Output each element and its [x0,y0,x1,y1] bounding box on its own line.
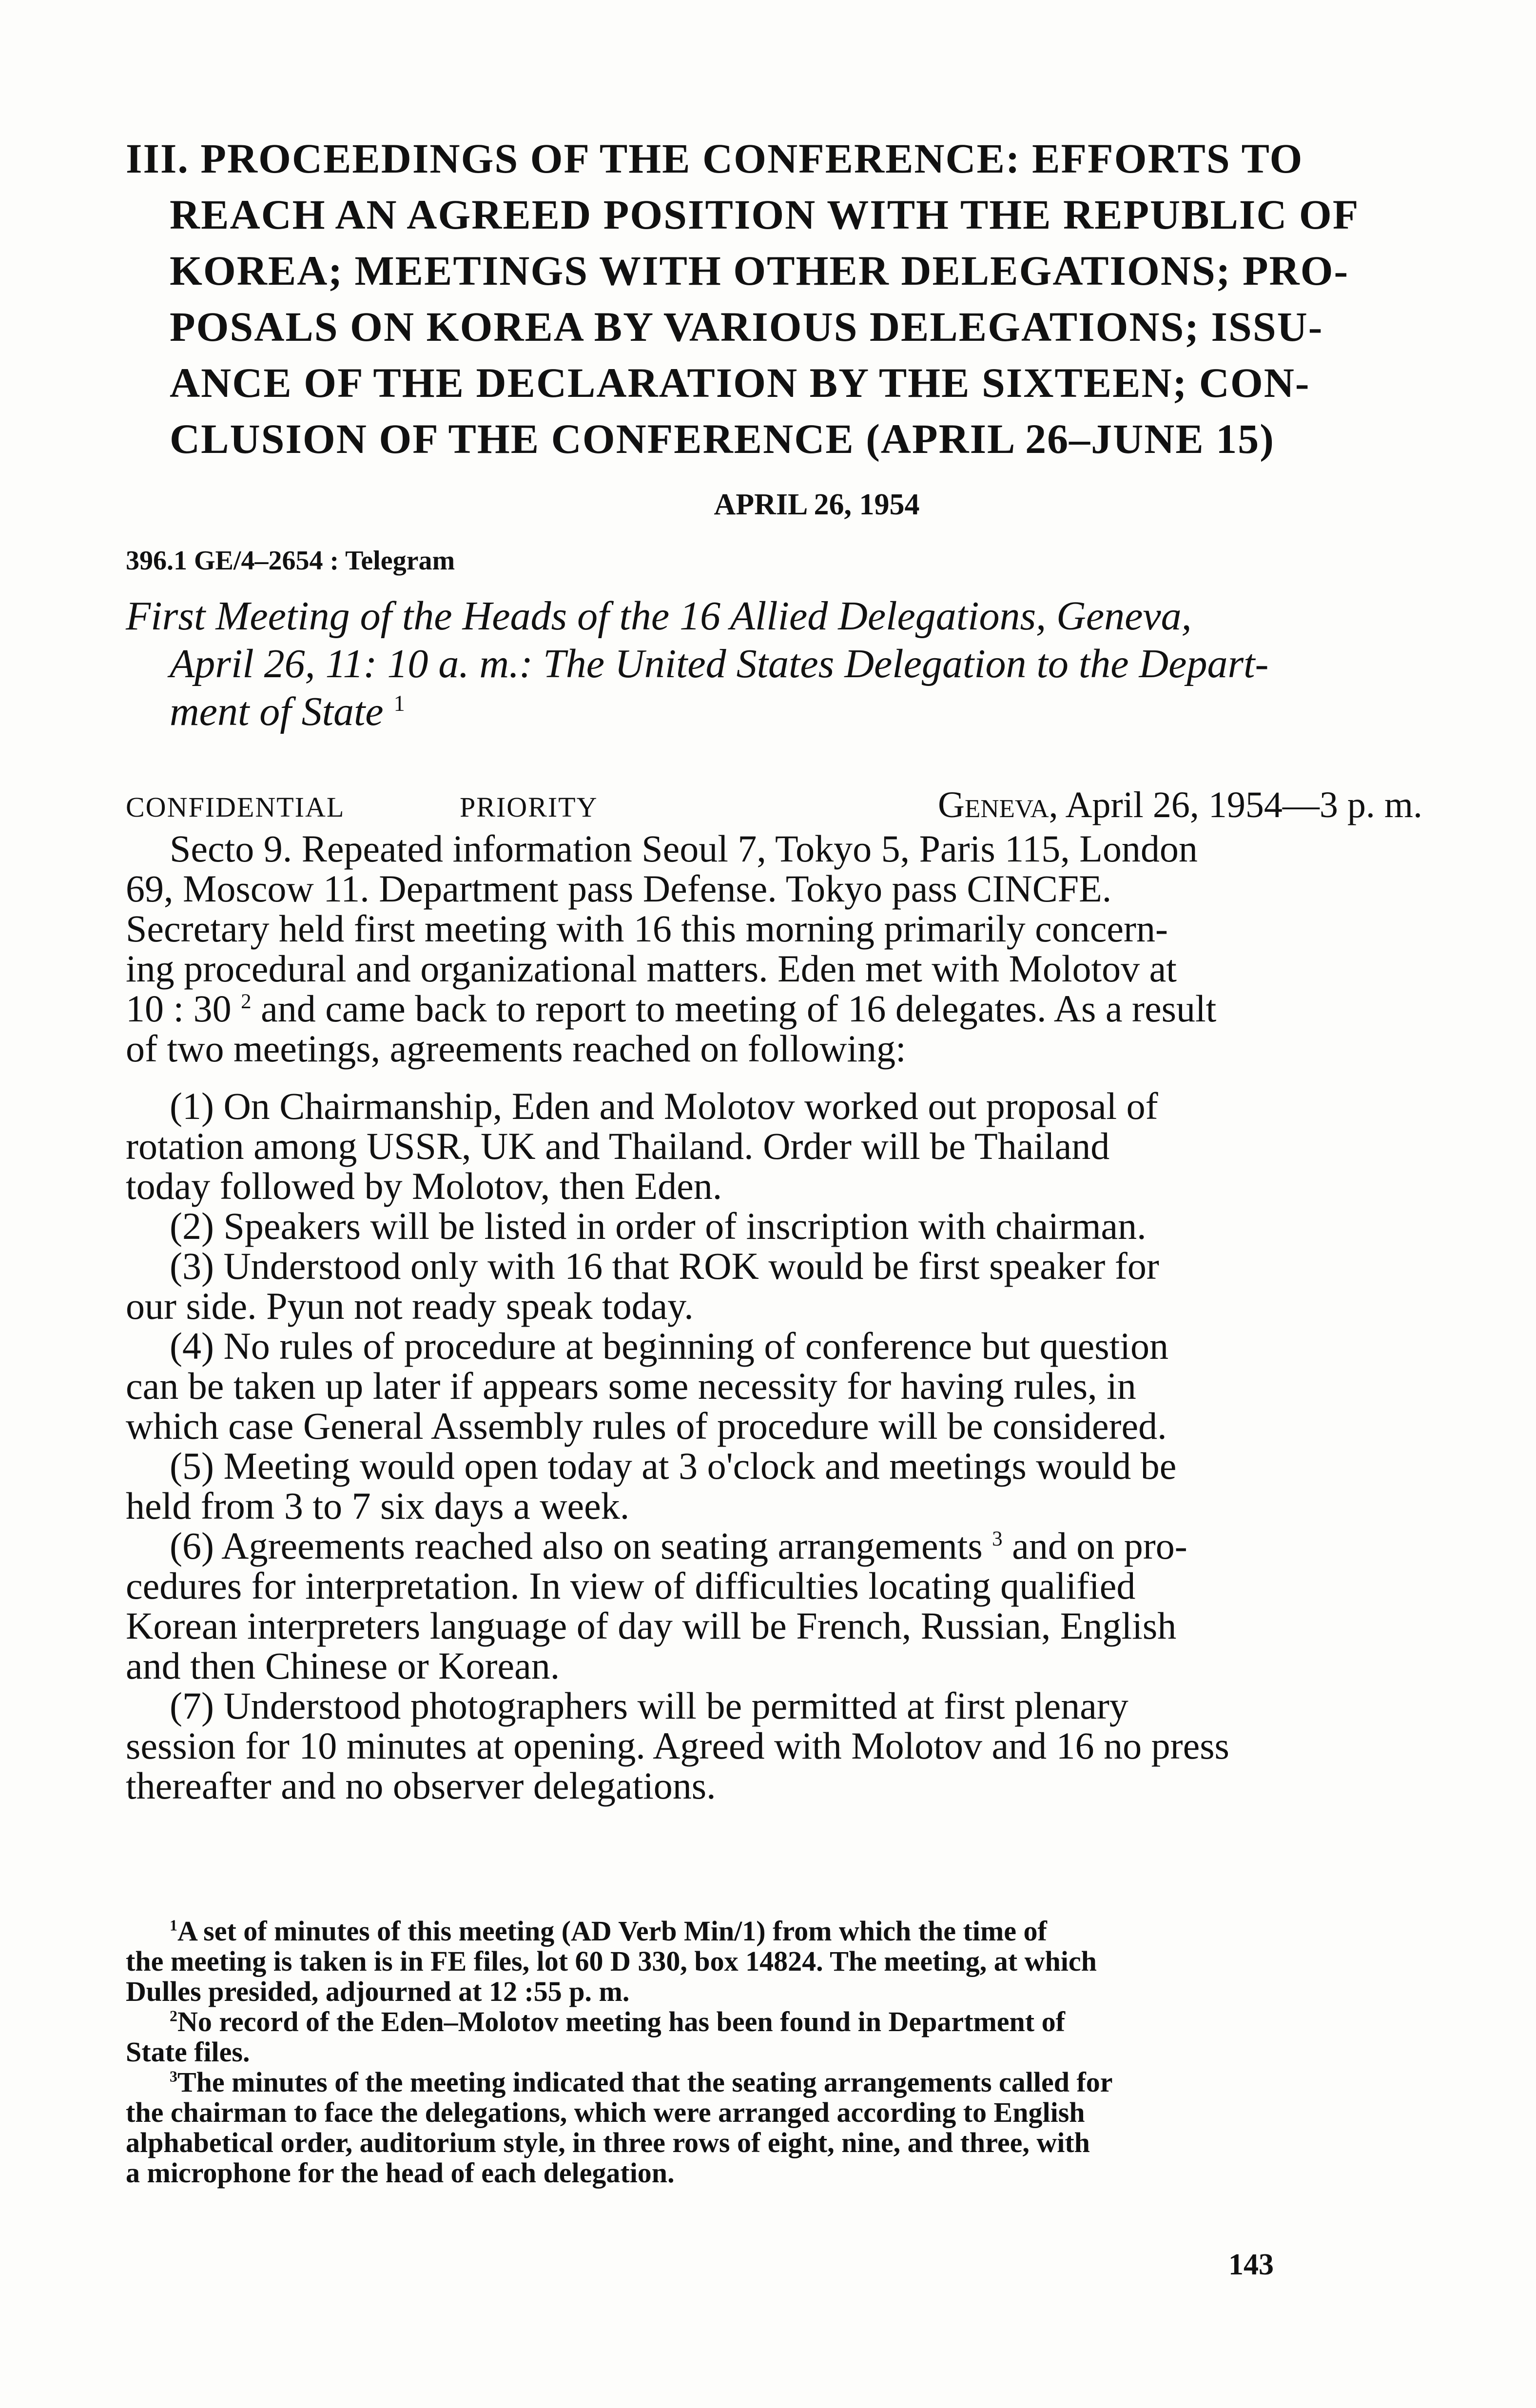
agreement-item-7-line: session for 10 minutes at opening. Agreed with Molotov and 16 no press [126,1724,1229,1767]
agreement-item-4: (4) No rules of procedure at beginning of conference but question [170,1325,1168,1367]
classification-label: CONFIDENTIAL [126,791,345,823]
footnote-marker: 2 [170,2007,177,2025]
chapter-heading-line: REACH AN AGREED POSITION WITH THE REPUBLIC OF [170,191,1360,238]
chapter-heading-line: POSALS ON KOREA BY VARIOUS DELEGATIONS; ISSU- [170,303,1323,350]
agreement-item-6-line: Korean interpreters language of day will be French, Russian, English [126,1605,1177,1647]
agreement-item-1-line: today followed by Molotov, then Eden. [126,1165,722,1207]
footnote-1-line: Dulles presided, adjourned at 12 :55 p. m. [126,1976,630,2007]
body-line: 69, Moscow 11. Department pass Defense. Tokyo pass CINCFE. [126,867,1112,910]
footnote-3-line: a microphone for the head of each delegation. [126,2157,675,2189]
chapter-heading-line: III. PROCEEDINGS OF THE CONFERENCE: EFFORTS TO [126,135,1303,182]
dateline-date: , April 26, 1954—3 p. m. [1049,784,1422,825]
body-line: ing procedural and organizational matters. Eden met with Molotov at [126,947,1177,990]
document-title-line: April 26, 11: 10 a. m.: The United States Delegation to the Depart- [170,641,1269,686]
agreement-item-2: (2) Speakers will be listed in order of inscription with chairman. [170,1205,1147,1247]
document-title-line [126,688,1422,736]
agreement-item-6-text: (6) Agreements reached also on seating arrangements [170,1525,983,1567]
agreement-item-3-line: our side. Pyun not ready speak today. [126,1285,694,1327]
body-line: Secto 9. Repeated information Seoul 7, Tokyo 5, Paris 115, London [170,827,1198,870]
chapter-heading-line: ANCE OF THE DECLARATION BY THE SIXTEEN; CON- [170,359,1310,406]
chapter-heading [126,131,1422,467]
footnote-marker: 1 [170,1917,177,1934]
footnote-2-line: State files. [126,2036,250,2068]
agreement-item-7: (7) Understood photographers will be permitted at first plenary [170,1684,1128,1727]
chapter-heading-line: CLUSION OF THE CONFERENCE (APRIL 26–JUNE 15) [170,415,1275,462]
document-reference: 396.1 GE/4–2654 : Telegram [126,546,455,576]
priority-label: PRIORITY [460,791,598,823]
agreement-item-5: (5) Meeting would open today at 3 o'clock and meetings would be [170,1445,1177,1487]
date-heading: APRIL 26, 1954 [714,488,920,521]
agreement-item-1-line: rotation among USSR, UK and Thailand. Order will be Thailand [126,1125,1110,1167]
dateline [938,784,1422,826]
footnote-3 [126,2067,1422,2097]
footnote-2 [126,2007,1422,2037]
footnote-reference: 2 [241,990,252,1013]
footnote-marker: 3 [170,2068,177,2085]
footnote-3-line: the chairman to face the delegations, which were arranged according to English [126,2096,1085,2128]
document-title [126,592,1422,736]
document-title-text: ment of State [170,689,384,734]
agreement-item-5-line: held from 3 to 7 six days a week. [126,1485,630,1527]
footnote-1-line: the meeting is taken is in FE files, lot 60 D 330, box 14824. The meeting, at which [126,1945,1097,1977]
agreement-item-6-text: and on pro- [1012,1525,1187,1567]
dateline-place: Geneva [938,784,1049,825]
agreement-item-4-line: can be taken up later if appears some necessity for having rules, in [126,1365,1136,1407]
agreement-item-6-line: cedures for interpretation. In view of difficulties locating qualified [126,1565,1136,1607]
telegram-body [126,829,1422,1806]
footnotes [126,1916,1422,2188]
agreement-item-3: (3) Understood only with 16 that ROK would be first speaker for [170,1245,1159,1287]
agreement-item-1: (1) On Chairmanship, Eden and Molotov worked out proposal of [170,1085,1158,1127]
document-title-line: First Meeting of the Heads of the 16 Allied Delegations, Geneva, [126,593,1192,639]
classification-line [126,784,1422,828]
footnote-3-line: alphabetical order, auditorium style, in three rows of eight, nine, and three, with [126,2127,1090,2158]
agreement-item-4-line: which case General Assembly rules of procedure will be considered. [126,1405,1167,1447]
body-line [126,989,1422,1029]
body-line-text: 10 : 30 [126,987,232,1030]
footnote-reference: 1 [393,691,405,716]
agreement-item-6 [126,1526,1422,1566]
footnote-1 [126,1916,1422,1946]
chapter-heading-line: KOREA; MEETINGS WITH OTHER DELEGATIONS; PRO- [170,247,1349,294]
footnote-text: The minutes of the meeting indicated that the seating arrangements called for [177,2066,1113,2098]
body-line: of two meetings, agreements reached on following: [126,1027,906,1070]
agreement-item-6-line: and then Chinese or Korean. [126,1644,560,1687]
footnote-text: No record of the Eden–Molotov meeting has been found in Department of [177,2006,1065,2037]
page-number: 143 [1228,2248,1274,2281]
footnote-text: A set of minutes of this meeting (AD Verb Min/1) from which the time of [177,1915,1047,1947]
body-line: Secretary held first meeting with 16 this morning primarily concern- [126,907,1168,950]
footnote-reference: 3 [992,1527,1003,1550]
body-line-text: and came back to report to meeting of 16 delegates. As a result [261,987,1217,1030]
agreement-item-7-line: thereafter and no observer delegations. [126,1764,716,1807]
